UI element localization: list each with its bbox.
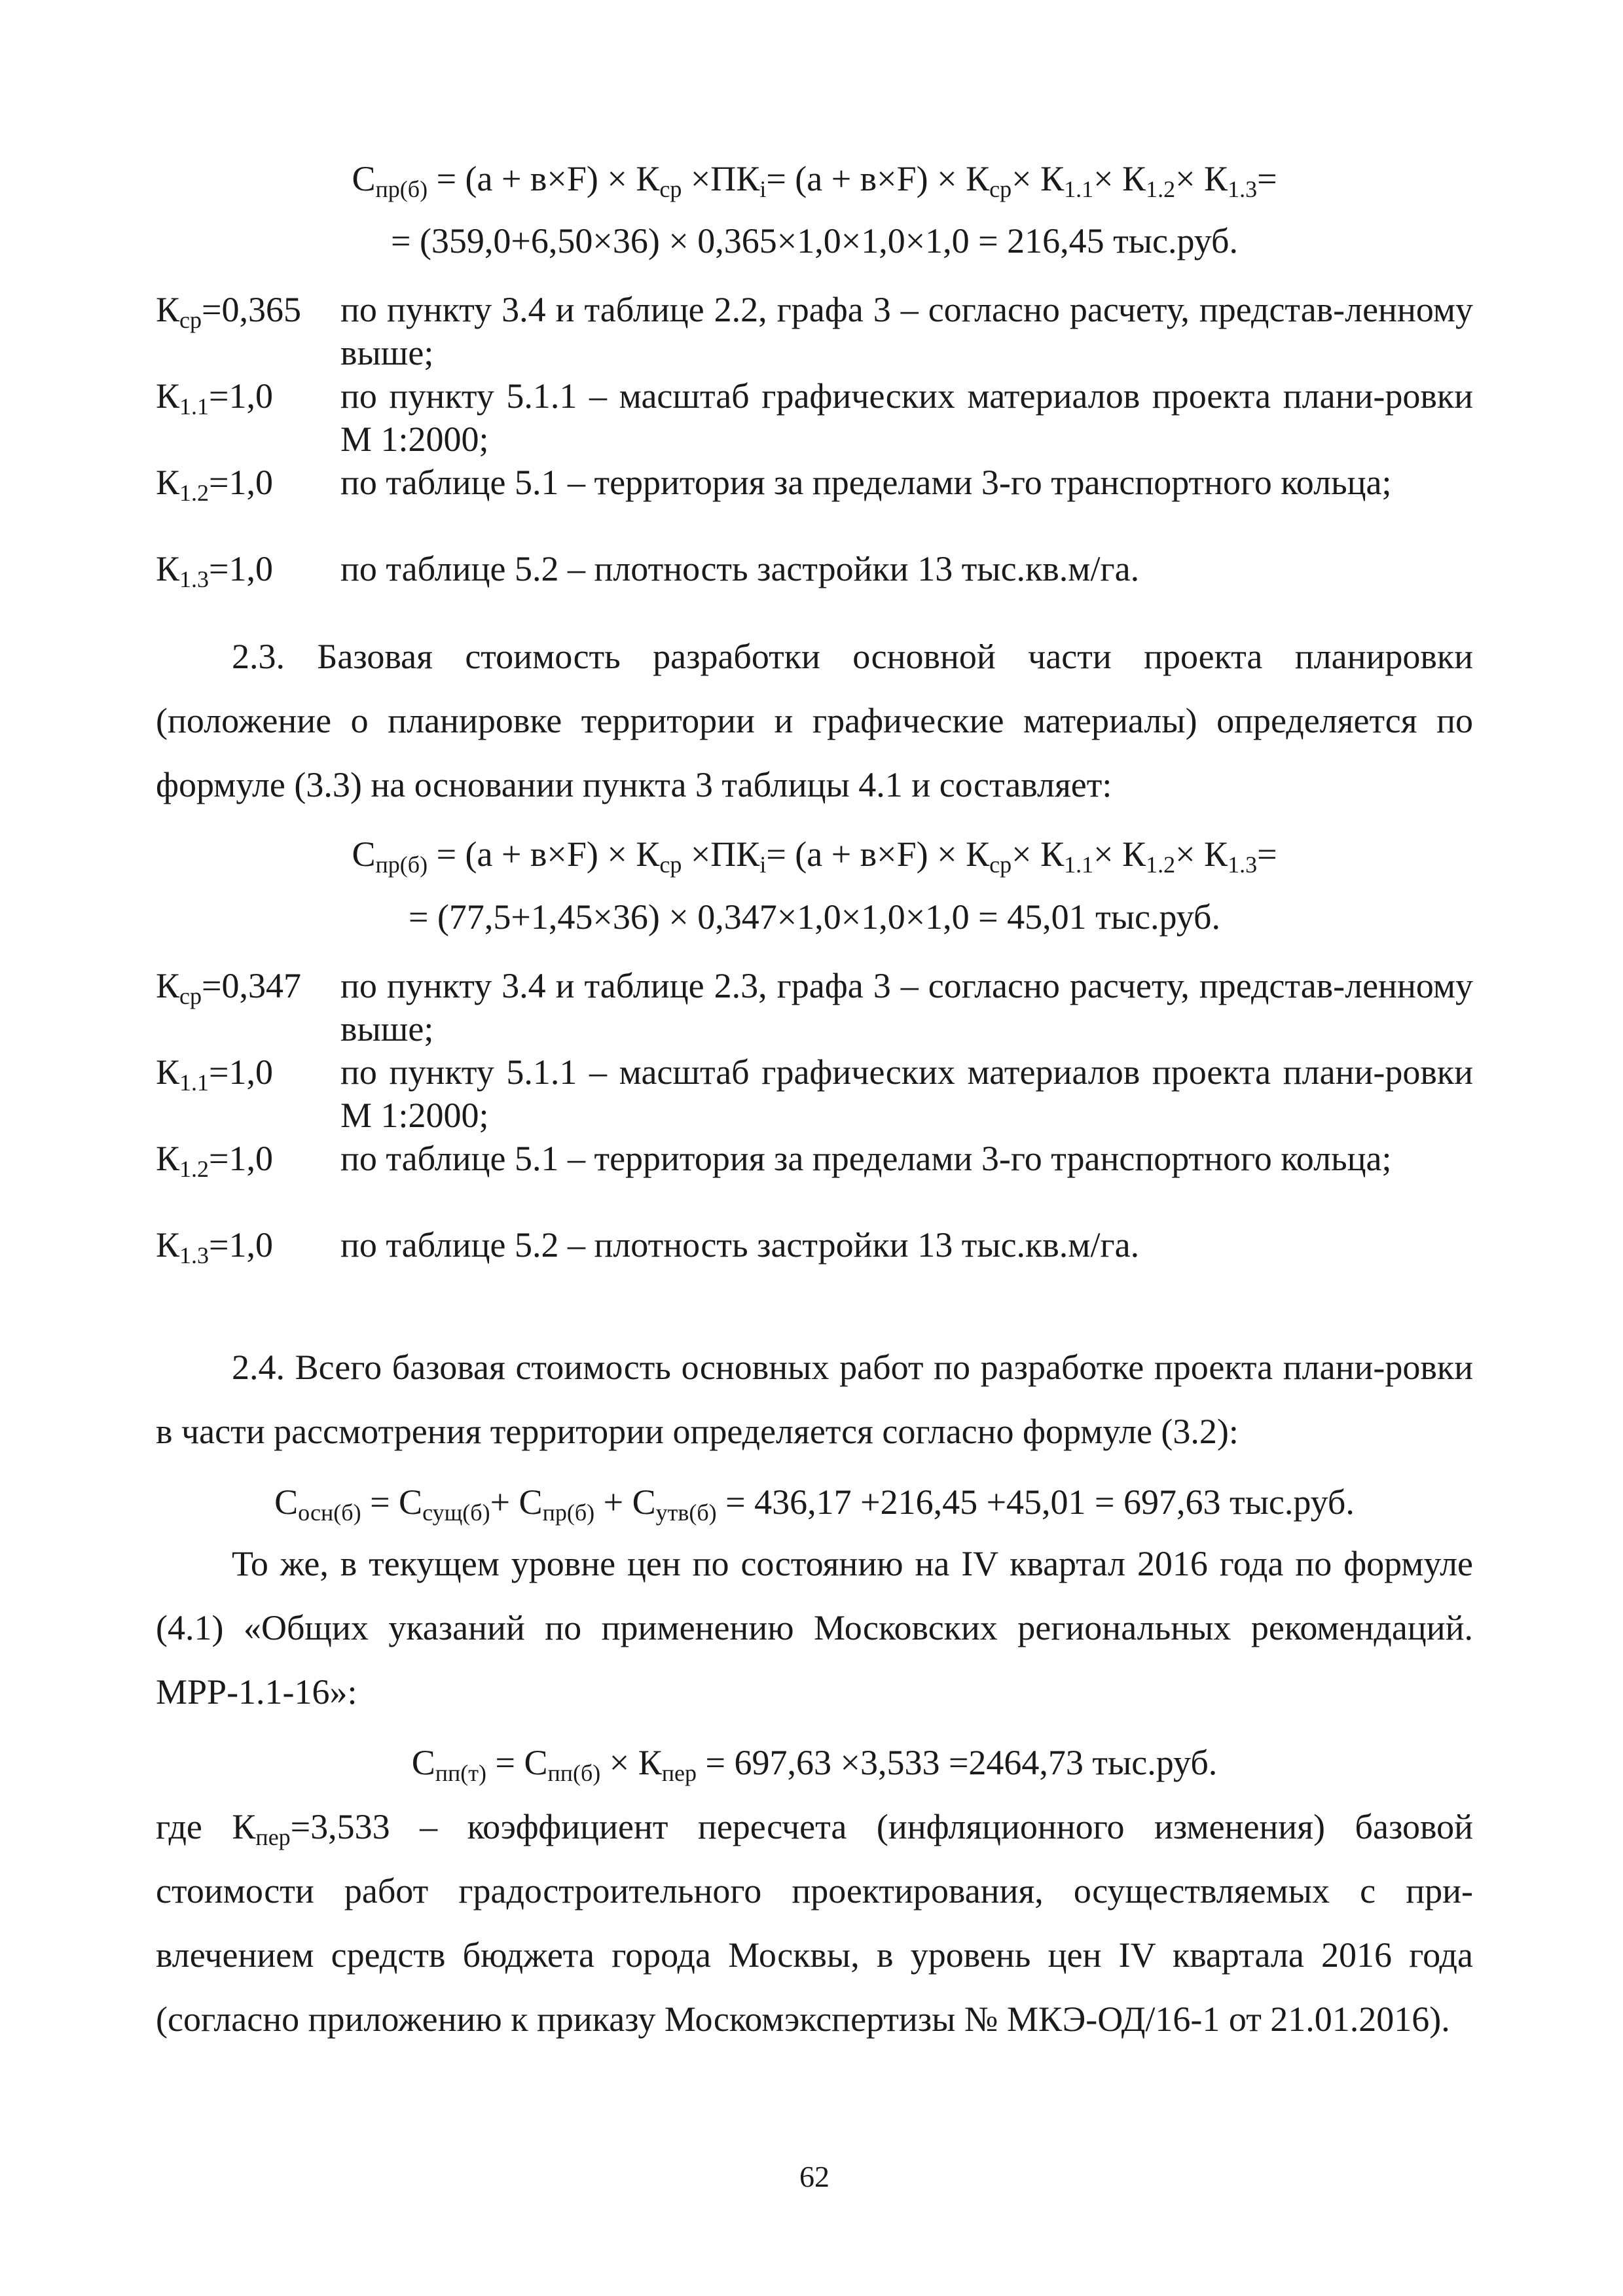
coefficient-key: $К_{1.1}=1,0$ bbox=[156, 376, 273, 420]
coefficient-key: $К_{ср}=0,347$ bbox=[156, 966, 301, 1009]
coefficient-key: $К_{ср}=0,365$ bbox=[156, 290, 301, 333]
coefficient-key: $К_{1.3}=1,0$ bbox=[156, 1225, 273, 1268]
formula-cpr-line2: = (77,5+1,45×36) × 0,347×1,0×1,0×1,0 = 45,01 тыс.руб. bbox=[409, 897, 1220, 937]
paragraph-2-3: 2.3. Базовая стоимость разработки основной части проекта планировки (положение о планировке территории и графические материалы) определяется по формуле (3.3) на основании пункта 3 таблицы 4.1 и составляет: bbox=[156, 637, 1473, 804]
coefficient-description: по таблице 5.2 – плотность застройки 13 тыс.кв.м/га. bbox=[340, 1225, 1140, 1265]
coefficient-key: $К_{1.2}=1,0$ bbox=[156, 463, 273, 506]
coefficient-description: по пункту 5.1.1 – масштаб графических материалов проекта плани-ровки М 1:2000; bbox=[340, 1052, 1473, 1135]
formula-cosn: $С_{осн(б)} = С_{сущ(б)}+ С_{пр(б)} + С_{утв(б)} = 436,17 +216,45 +45,01 = 697,63$ тыс.руб. bbox=[274, 1482, 1355, 1526]
formula-cpp: $С_{пп(т)} = С_{пп(б)} \times К_{пер} = 697,63 \times 3,533 =2464,73$ тыс.руб. bbox=[411, 1743, 1218, 1786]
coefficient-key: $К_{1.1}=1,0$ bbox=[156, 1052, 273, 1096]
paragraph-2-4: 2.4. Всего базовая стоимость основных работ по разработке проекта плани-ровки в части рассмотрения территории определяется согласно формуле (3.2): bbox=[156, 1348, 1473, 1451]
coefficient-description: по пункту 5.1.1 – масштаб графических материалов проекта плани-ровки М 1:2000; bbox=[340, 376, 1473, 459]
coefficient-description: по таблице 5.1 – территория за пределами 3-го транспортного кольца; bbox=[340, 463, 1392, 502]
formula-cpr-line1: $С_{пр(б)} = (а + в\times F) \times К_{ср} \times ПК_i= (а + в\times F) \times К_{ср}\times К_{1.1}\times К_{1.2}\times К_{1.3}=$ bbox=[352, 159, 1277, 202]
formula-cpr-line2: = (359,0+6,50×36) × 0,365×1,0×1,0×1,0 = 216,45 тыс.руб. bbox=[391, 221, 1238, 260]
coefficient-description: по таблице 5.2 – плотность застройки 13 тыс.кв.м/га. bbox=[340, 549, 1140, 588]
page-number: 62 bbox=[799, 2160, 830, 2193]
coefficient-key: $К_{1.3}=1,0$ bbox=[156, 549, 273, 592]
paragraph-current-prices: То же, в текущем уровне цен по состоянию на IV квартал 2016 года по формуле (4.1) «Общих указаний по применению Московских региональных рекомендаций. МРР-1.1-16»: bbox=[156, 1544, 1473, 1712]
paragraph-where: где $К_{пер}=3,533$ – коэффициент пересчета (инфляционного изменения) базовой стоимости работ градостроительного проектирования, осуществляемых с при-влечением средств бюджета города Москвы, в уровень цен IV квартала 2016 года (согласно приложению к приказу Москомэкспертизы № МКЭ-ОД/16-1 от 21.01.2016). bbox=[156, 1807, 1474, 2039]
coefficient-key: $К_{1.2}=1,0$ bbox=[156, 1139, 273, 1182]
coefficient-description: по пункту 3.4 и таблице 2.3, графа 3 – согласно расчету, представ-ленному выше; bbox=[340, 966, 1473, 1049]
formula-cpr-line1: $С_{пр(б)} = (а + в\times F) \times К_{ср} \times ПК_i= (а + в\times F) \times К_{ср}\times К_{1.1}\times К_{1.2}\times К_{1.3}=$ bbox=[352, 834, 1277, 878]
coefficient-description: по таблице 5.1 – территория за пределами 3-го транспортного кольца; bbox=[340, 1139, 1392, 1178]
document-page bbox=[156, 0, 1473, 2296]
coefficient-description: по пункту 3.4 и таблице 2.2, графа 3 – согласно расчету, представ-ленному выше; bbox=[340, 290, 1473, 372]
